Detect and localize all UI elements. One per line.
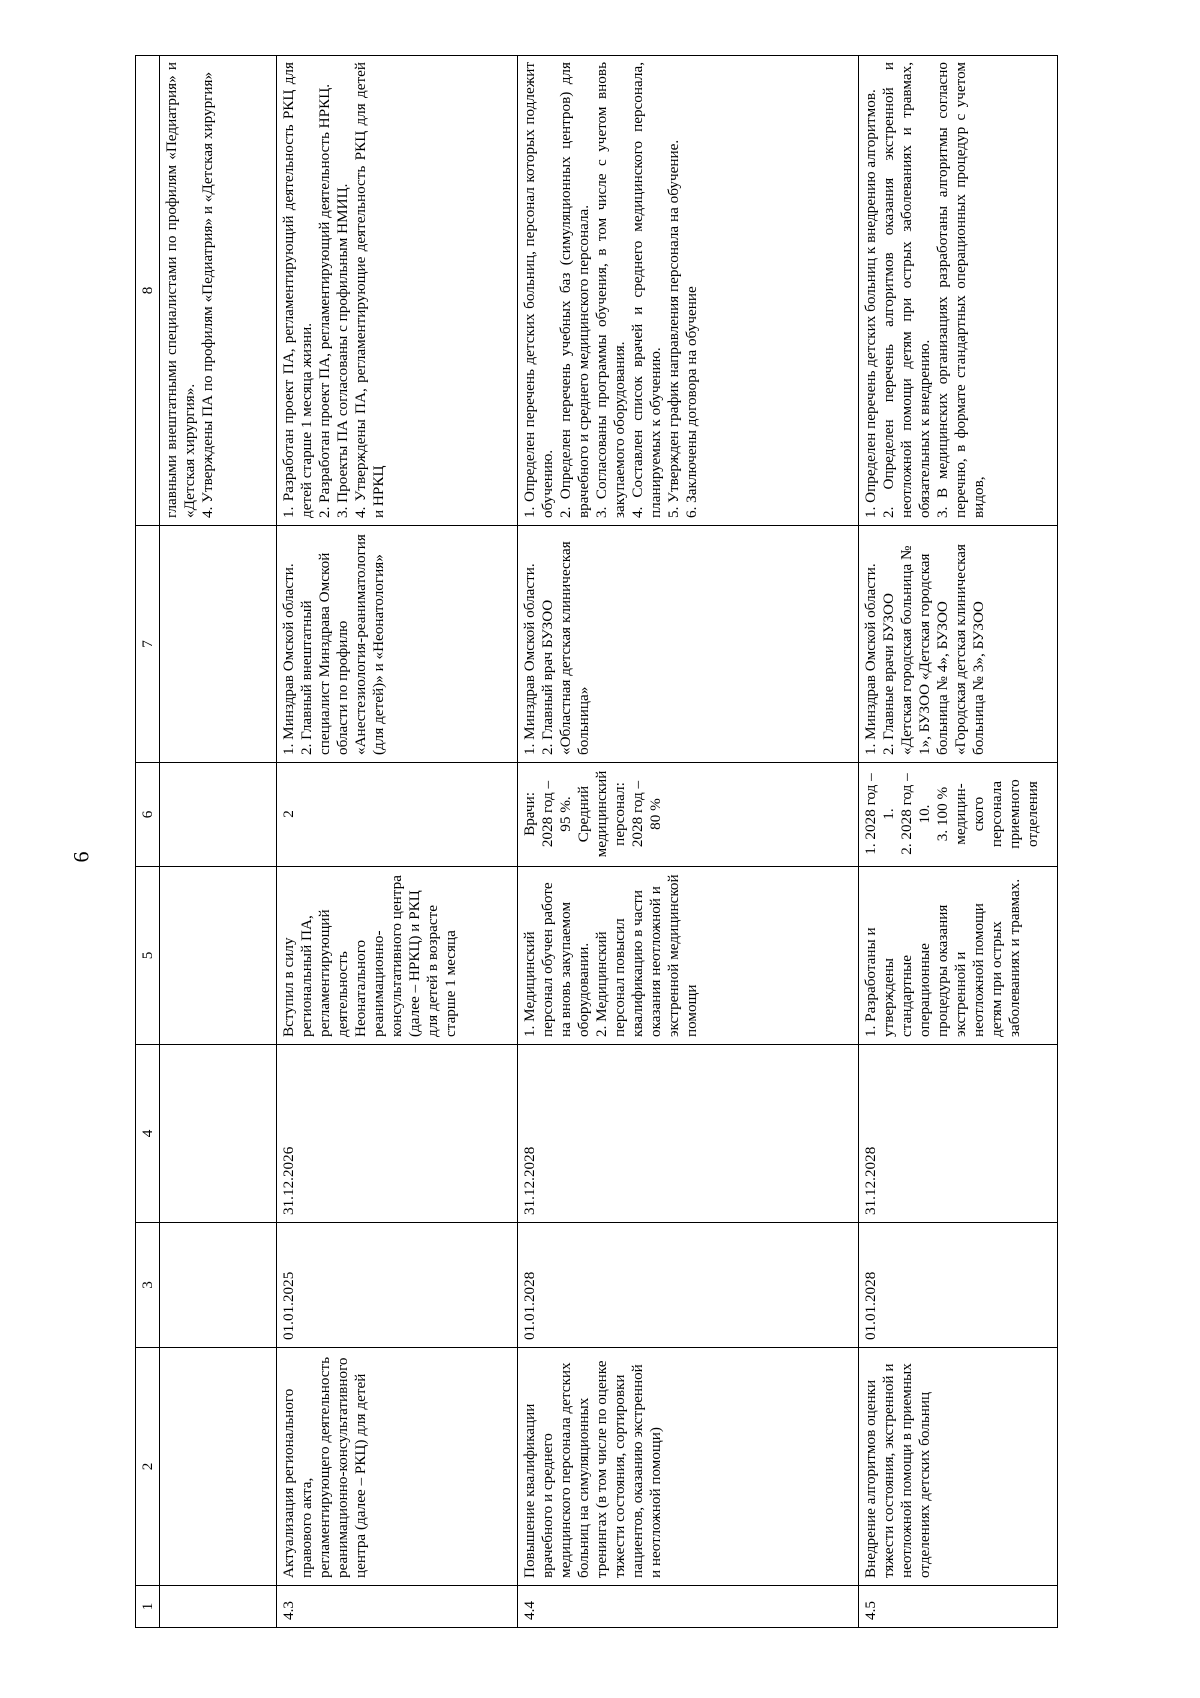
table-row [277, 56, 518, 1628]
cell-responsible: 1. Минздрав Омской области. 2. Главные врачи БУЗОО «Детская городская больница № 1», БУЗОО «Детская городская больница № 4», БУЗОО «Городская детская клиническая больница № 3», БУЗОО [859, 526, 1058, 763]
cell-indicator: 2 [277, 763, 518, 867]
cell-event [160, 1348, 277, 1586]
cell-end: 31.12.2028 [518, 1045, 859, 1223]
header-cell-2: 2 [136, 1348, 160, 1586]
cell-responsible: 1. Минздрав Омской области. 2. Главный врач БУЗОО «Областная детская клиническая больница» [518, 526, 859, 763]
rotated-table-container [135, 56, 1057, 1628]
table-row [859, 56, 1058, 1628]
cell-event: Повышение квалификации врачебного и среднего медицинского персонала детских больниц на симуляционных тренингах (в том числе по оценке тяжести состояния, сортировки пациентов, оказанию экстренной и неотложной помощи) [518, 1348, 859, 1586]
cell-result: Вступил в силу региональный ПА, регламентирующий деятельность Неонатального реанимационно-консультативного центра (далее – НРКЦ) и РКЦ для детей в возрасте старше 1 месяца [277, 867, 518, 1045]
cell-result [160, 867, 277, 1045]
header-cell-4: 4 [136, 1045, 160, 1223]
page-number: 6 [68, 851, 94, 863]
cell-start [160, 1223, 277, 1348]
cell-end: 31.12.2028 [859, 1045, 1058, 1223]
cell-control: 1. Разработан проект ПА, регламентирующий деятельность РКЦ для детей старше 1 месяца жизни. 2. Разработан проект ПА, регламентирующий деятельность НРКЦ. 3. Проекты ПА согласованы с профильным НМИЦ. 4. Утверждены ПА, регламентирующие деятельность РКЦ для детей и НРКЦ [277, 56, 518, 526]
header-cell-3: 3 [136, 1223, 160, 1348]
cell-indicator: 1. 2028 год – 1. 2. 2028 год – 10. 3. 100 % медицин- ского персонала приемного отделения [859, 763, 1058, 867]
header-cell-1: 1 [136, 1586, 160, 1628]
cell-control: 1. Определен перечень детских больниц, персонал которых подлежит обучению. 2. Определен перечень учебных баз (симуляционных центров) для врачебного и среднего медицинского персонала. 3. Согласованы программы обучения, в том числе с учетом вновь закупаемого оборудования. 4. Составлен список врачей и среднего медицинского персонала, планируемых к обучению. 5. Утвержден график направления персонала на обучение. 6. Заключены договора на обучение [518, 56, 859, 526]
cell-start: 01.01.2028 [518, 1223, 859, 1348]
header-cell-8: 8 [136, 56, 160, 526]
cell-num: 4.5 [859, 1586, 1058, 1628]
cell-indicator [160, 763, 277, 867]
cell-event: Внедрение алгоритмов оценки тяжести состояния, экстренной и неотложной помощи в приемных отделениях детских больниц [859, 1348, 1058, 1586]
cell-result: 1. Медицинский персонал обучен работе на вновь закупаемом оборудовании. 2. Медицинский персонал повысил квалификацию в части оказания неотложной и экстренной медицинской помощи [518, 867, 859, 1045]
cell-control: 1. Определен перечень детских больниц к внедрению алгоритмов. 2. Определен перечень алгоритмов оказания экстренной и неотложной помощи детям при острых заболеваниях и травмах, обязательных к внедрению. 3. В медицинских организациях разработаны алгоритмы согласно перечню, в формате стандартных операционных процедур с учетом видов, [859, 56, 1058, 526]
header-cell-7: 7 [136, 526, 160, 763]
header-cell-6: 6 [136, 763, 160, 867]
cell-indicator: Врачи: 2028 год – 95 %. Средний медицинский персонал: 2028 год – 80 % [518, 763, 859, 867]
header-cell-5: 5 [136, 867, 160, 1045]
plan-table [135, 55, 1058, 1628]
cell-result: 1. Разработаны и утверждены стандартные операционные процедуры оказания экстренной и неотложной помощи детям при острых заболеваниях и травмах. [859, 867, 1058, 1045]
table-row [160, 56, 277, 1628]
cell-num [160, 1586, 277, 1628]
cell-end: 31.12.2026 [277, 1045, 518, 1223]
cell-start: 01.01.2028 [859, 1223, 1058, 1348]
cell-event: Актуализация регионального правового акта, регламентирующего деятельность реанимационно-консультативного центра (далее – РКЦ) для детей [277, 1348, 518, 1586]
cell-end [160, 1045, 277, 1223]
cell-num: 4.3 [277, 1586, 518, 1628]
cell-control: главными внештатными специалистами по профилям «Педиатрия» и «Детская хирургия». 4. Утверждены ПА по профилям «Педиатрия» и «Детская хирургия» [160, 56, 277, 526]
cell-num: 4.4 [518, 1586, 859, 1628]
table-row [518, 56, 859, 1628]
header-row [136, 56, 160, 1628]
cell-responsible [160, 526, 277, 763]
cell-start: 01.01.2025 [277, 1223, 518, 1348]
cell-responsible: 1. Минздрав Омской области. 2. Главный внештатный специалист Минздрава Омской области по профилю «Анестезиология-реаниматология (для детей)» и «Неонатология» [277, 526, 518, 763]
